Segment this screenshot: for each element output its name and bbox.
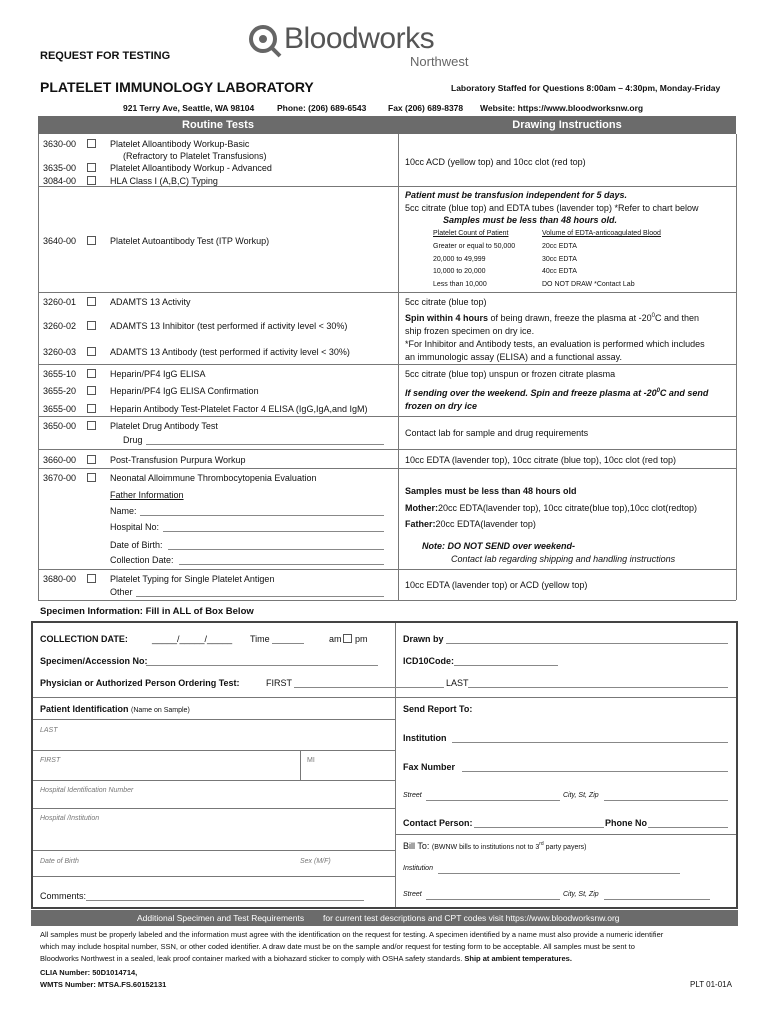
- row-divider: [38, 186, 736, 187]
- time-label: Time: [250, 634, 270, 644]
- patient-id-sub: (Name on Sample): [131, 707, 190, 714]
- clia-number: CLIA Number: 50D1014714,: [40, 968, 138, 977]
- chart-header-volume: Volume of EDTA-anticoagulated Blood: [542, 230, 661, 237]
- test-code: 3260-01: [43, 297, 77, 307]
- physician-first-input[interactable]: [294, 687, 444, 688]
- chart-volume: 20cc EDTA: [542, 243, 577, 250]
- test-checkbox[interactable]: [87, 297, 96, 306]
- test-name: Platelet Autoantibody Test (ITP Workup): [110, 236, 270, 246]
- bill-street-label: Street: [403, 891, 422, 898]
- mother-label: Mother:: [405, 503, 438, 513]
- drawing-instruction: frozen on dry ice: [405, 401, 478, 411]
- collection-date-input[interactable]: [179, 564, 384, 565]
- drawing-instruction: 10cc EDTA (lavender top), 10cc citrate (blue top), 10cc clot (red top): [405, 455, 676, 465]
- chart-count: 20,000 to 49,999: [433, 256, 486, 263]
- bill-to-note: party payers): [543, 844, 587, 851]
- bill-institution-label: Institution: [403, 865, 433, 872]
- lab-website: Website: https://www.bloodworksnw.org: [480, 103, 644, 113]
- emphasis: Spin within 4 hours: [405, 313, 488, 323]
- patient-grid-line: [33, 780, 395, 781]
- sex-field[interactable]: Sex (M/F): [300, 858, 331, 865]
- test-code: 3655-00: [43, 404, 77, 414]
- degree: 0: [656, 388, 660, 394]
- drawing-instruction: 5cc citrate (blue top): [405, 297, 487, 307]
- additional-bar-link[interactable]: for current test descriptions and CPT codes visit https://www.bloodworksnw.org: [323, 913, 620, 923]
- bill-to: [403, 841, 587, 851]
- specimen-row-divider: [33, 697, 736, 698]
- form-id: PLT 01-01A: [690, 980, 732, 989]
- city-input[interactable]: [604, 800, 728, 801]
- chart-count: Greater or equal to 50,000: [433, 243, 516, 250]
- test-checkbox[interactable]: [87, 404, 96, 413]
- hospital-no-input[interactable]: [163, 531, 384, 532]
- staffed-hours: Laboratory Staffed for Questions 8:00am – 4:30pm, Monday-Friday: [451, 83, 721, 93]
- am-pm-checkbox[interactable]: [343, 634, 352, 643]
- chart-count: Less than 10,000: [433, 281, 487, 288]
- chart-volume: 30cc EDTA: [542, 256, 577, 263]
- instruction-text: of being drawn, freeze the plasma at -20: [488, 313, 652, 323]
- ship-ambient: Ship at ambient temperatures.: [464, 954, 572, 963]
- test-checkbox[interactable]: [87, 421, 96, 430]
- city-label: City, St, Zip: [563, 792, 599, 799]
- drawing-instructions-bar: Drawing Instructions: [398, 116, 736, 134]
- time-input[interactable]: [272, 643, 304, 644]
- father-label: Father:: [405, 519, 436, 529]
- drawing-instruction: 5cc citrate (blue top) unspun or frozen citrate plasma: [405, 369, 616, 379]
- wmts-number: WMTS Number: MTSA.FS.60152131: [40, 980, 167, 989]
- dob-label: Date of Birth:: [110, 540, 163, 550]
- test-code: 3260-03: [43, 347, 77, 357]
- test-code: 3680-00: [43, 574, 77, 584]
- test-name: HLA Class I (A,B,C) Typing: [110, 176, 218, 186]
- fax-number-input[interactable]: [462, 771, 728, 772]
- request-title: REQUEST FOR TESTING: [40, 50, 171, 62]
- instruction-text: If sending over the weekend. Spin and freeze plasma at -20: [405, 388, 657, 398]
- test-code: 3640-00: [43, 236, 77, 246]
- bill-to-note: (BWNW bills to institutions not to 3: [431, 844, 540, 851]
- comments-input[interactable]: [86, 900, 364, 901]
- accession-input[interactable]: [146, 665, 378, 666]
- test-checkbox[interactable]: [87, 236, 96, 245]
- test-name: Platelet Alloantibody Workup - Advanced: [110, 163, 272, 173]
- logo-sub: Northwest: [410, 54, 469, 69]
- additional-bar: [31, 910, 738, 926]
- test-code: 3655-10: [43, 369, 77, 379]
- drawing-instruction: Samples must be less than 48 hours old.: [443, 215, 618, 225]
- additional-bar-title: Additional Specimen and Test Requirements: [137, 913, 305, 923]
- lab-address: 921 Terry Ave, Seattle, WA 98104: [123, 103, 255, 113]
- test-name: Neonatal Alloimmune Thrombocytopenia Evaluation: [110, 473, 317, 483]
- test-subtitle: (Refractory to Platelet Transfusions): [123, 151, 267, 161]
- accession-label: Specimen/Accession No:: [40, 656, 148, 666]
- bill-city-label: City, St, Zip: [563, 891, 599, 898]
- test-code: 3650-00: [43, 421, 77, 431]
- father-instruction: 20cc EDTA(lavender top): [435, 519, 536, 529]
- physician-last-label: LAST: [446, 678, 469, 688]
- phone-no-label: Phone No: [605, 818, 647, 828]
- patient-grid-line: [33, 719, 395, 720]
- test-code: 3670-00: [43, 473, 77, 483]
- bill-city-input[interactable]: [604, 899, 710, 900]
- drawing-instruction: ship frozen specimen on dry ice.: [405, 326, 535, 336]
- drawing-instruction: *For Inhibitor and Antibody tests, an evaluation is performed which includes: [405, 339, 705, 349]
- father-info-label: Father Information: [110, 490, 184, 500]
- lab-phone: Phone: (206) 689-6543: [277, 103, 367, 113]
- row-divider: [38, 449, 736, 450]
- patient-grid-vline: [300, 750, 301, 780]
- test-checkbox[interactable]: [87, 347, 96, 356]
- bill-institution-input[interactable]: [438, 873, 680, 874]
- patient-mi-field[interactable]: MI: [307, 757, 315, 764]
- test-checkbox[interactable]: [87, 176, 96, 185]
- requirements-text: All samples must be properly labeled and the information must agree with the identification on the request for testing. A specimen identified by a name must also provide a numeric identifier: [40, 930, 664, 939]
- drawing-instruction: [405, 313, 699, 323]
- bill-to-note-sup: rd: [539, 841, 544, 847]
- row-divider: [38, 569, 736, 570]
- lab-fax: Fax (206) 689-8378: [388, 103, 464, 113]
- test-checkbox[interactable]: [87, 369, 96, 378]
- test-name: Platelet Drug Antibody Test: [110, 421, 218, 431]
- drawn-by-input[interactable]: [446, 643, 728, 644]
- drawing-instruction: [405, 503, 697, 513]
- contact-person-label: Contact Person:: [403, 818, 473, 828]
- test-checkbox[interactable]: [87, 574, 96, 583]
- instruction-text: C and send: [659, 388, 709, 398]
- dob-input[interactable]: [168, 549, 384, 550]
- comments-label: Comments:: [40, 891, 87, 901]
- send-report-label: Send Report To:: [403, 704, 473, 714]
- drawing-instruction: 5cc citrate (blue top) and EDTA tubes (lavender top) *Refer to chart below: [405, 203, 699, 213]
- specimen-info-title: Specimen Information: Fill in ALL of Box Below: [40, 606, 254, 617]
- patient-id-label: Patient Identification: [40, 704, 129, 714]
- specimen-divider: [395, 623, 396, 907]
- patient-id-heading: [40, 704, 190, 714]
- test-name: ADAMTS 13 Activity: [110, 297, 191, 307]
- physician-last-input[interactable]: [468, 687, 728, 688]
- test-code: 3655-20: [43, 386, 77, 396]
- street-input[interactable]: [426, 800, 560, 801]
- test-checkbox[interactable]: [87, 139, 96, 148]
- patient-last-field[interactable]: LAST: [40, 727, 58, 734]
- test-name: Heparin Antibody Test-Platelet Factor 4 ELISA (IgG,IgA,and IgM): [110, 404, 368, 414]
- test-checkbox[interactable]: [87, 473, 96, 482]
- test-name: ADAMTS 13 Inhibitor (test performed if activity level < 30%): [110, 321, 348, 331]
- degree: 0: [651, 313, 655, 319]
- table-right-border: [736, 134, 737, 600]
- icd10-label: ICD10Code:: [403, 656, 455, 666]
- drug-label: Drug: [123, 435, 143, 445]
- lab-name: PLATELET IMMUNOLOGY LABORATORY: [40, 79, 314, 95]
- drawing-instruction: Patient must be transfusion independent for 5 days.: [405, 190, 628, 200]
- bill-street-input[interactable]: [426, 899, 560, 900]
- institution-input[interactable]: [452, 742, 728, 743]
- requirements-text-part: Bloodworks Northwest in a sealed, leak proof container marked with a biohazard sticker to comply with OSHA safety standards.: [40, 954, 465, 963]
- street-label: Street: [403, 792, 422, 799]
- collection-date-label: COLLECTION DATE:: [40, 634, 128, 644]
- drawn-by-label: Drawn by: [403, 634, 444, 644]
- contact-person-input[interactable]: [474, 827, 604, 828]
- requirements-text: [40, 954, 572, 963]
- drawing-instruction: [405, 519, 536, 529]
- test-name: Heparin/PF4 IgG ELISA Confirmation: [110, 386, 259, 396]
- drawing-instruction: Samples must be less than 48 hours old: [405, 486, 577, 496]
- physician-label: Physician or Authorized Person Ordering Test:: [40, 678, 240, 688]
- physician-first-label: FIRST: [266, 678, 292, 688]
- father-name-label: Name:: [110, 506, 137, 516]
- drawing-instruction: Contact lab for sample and drug requirements: [405, 428, 589, 438]
- row-divider: [38, 468, 736, 469]
- test-code: 3084-00: [43, 176, 77, 186]
- drawing-note: Note: DO NOT SEND over weekend-: [422, 541, 576, 551]
- test-code: 3660-00: [43, 455, 77, 465]
- drawing-note: Contact lab regarding shipping and handling instructions: [451, 554, 676, 564]
- collection-date-input[interactable]: _____/_____/_____: [152, 634, 233, 644]
- drawing-instruction: 10cc EDTA (lavender top) or ACD (yellow top): [405, 580, 588, 590]
- requirements-text: which may include hospital number, SSN, or other coded identifier. A draw date must be on the sample and/or request for testing form to be acceptable. All samples must be sent to: [40, 942, 635, 951]
- routine-tests-bar: Routine Tests: [38, 116, 398, 134]
- drug-input[interactable]: [146, 444, 384, 445]
- drawing-instruction: an immunologic assay (ELISA) and a functional assay.: [405, 352, 622, 362]
- hospital-institution-field[interactable]: Hospital /Institution: [40, 815, 100, 822]
- test-name: Platelet Alloantibody Workup-Basic: [110, 139, 250, 149]
- row-divider: [38, 364, 736, 365]
- test-name: Post-Transfusion Purpura Workup: [110, 455, 246, 465]
- hospital-no-label: Hospital No:: [110, 522, 160, 532]
- drawing-instruction: [405, 388, 708, 398]
- bloodworks-logo-icon: [248, 24, 282, 58]
- row-divider: [38, 600, 736, 601]
- test-name: Heparin/PF4 IgG ELISA: [110, 369, 206, 379]
- bill-to-label: Bill To:: [403, 841, 430, 851]
- send-report-divider: [395, 834, 736, 835]
- chart-count: 10,000 to 20,000: [433, 268, 486, 275]
- chart-volume: 40cc EDTA: [542, 268, 577, 275]
- institution-label: Institution: [403, 733, 447, 743]
- patient-grid-line: [33, 808, 395, 809]
- fax-number-label: Fax Number: [403, 762, 456, 772]
- logo: [248, 24, 282, 60]
- chart-header-count: Platelet Count of Patient: [433, 230, 509, 237]
- logo-name: Bloodworks: [284, 22, 435, 55]
- father-name-input[interactable]: [140, 515, 384, 516]
- drawing-instruction: 10cc ACD (yellow top) and 10cc clot (red top): [405, 157, 586, 167]
- test-checkbox[interactable]: [87, 386, 96, 395]
- patient-grid-line: [33, 850, 395, 851]
- row-divider: [38, 416, 736, 417]
- instruction-text: C and then: [654, 313, 699, 323]
- test-checkbox[interactable]: [87, 163, 96, 172]
- collection-date-label: Collection Date:: [110, 555, 174, 565]
- test-checkbox[interactable]: [87, 321, 96, 330]
- chart-volume: DO NOT DRAW *Contact Lab: [542, 281, 635, 288]
- hospital-id-field[interactable]: Hospital Identification Number: [40, 787, 134, 794]
- test-code: 3630-00: [43, 139, 77, 149]
- patient-first-field[interactable]: FIRST: [40, 757, 61, 764]
- phone-no-input[interactable]: [648, 827, 728, 828]
- patient-grid-line: [33, 876, 395, 877]
- table-mid-border: [398, 134, 399, 600]
- patient-grid-line: [33, 750, 395, 751]
- test-code: 3260-02: [43, 321, 77, 331]
- test-name: ADAMTS 13 Antibody (test performed if activity level < 30%): [110, 347, 350, 357]
- mother-instruction: 20cc EDTA(lavender top), 10cc citrate(blue top),10cc clot(redtop): [438, 503, 697, 513]
- test-checkbox[interactable]: [87, 455, 96, 464]
- table-left-border: [38, 134, 39, 600]
- dob-field[interactable]: Date of Birth: [40, 858, 79, 865]
- am-label: am: [329, 634, 342, 644]
- icd10-input[interactable]: [454, 665, 558, 666]
- row-divider: [38, 292, 736, 293]
- other-input[interactable]: [136, 596, 384, 597]
- other-label: Other: [110, 587, 133, 597]
- test-code: 3635-00: [43, 163, 77, 173]
- pm-label: pm: [355, 634, 368, 644]
- test-name: Platelet Typing for Single Platelet Antigen: [110, 574, 275, 584]
